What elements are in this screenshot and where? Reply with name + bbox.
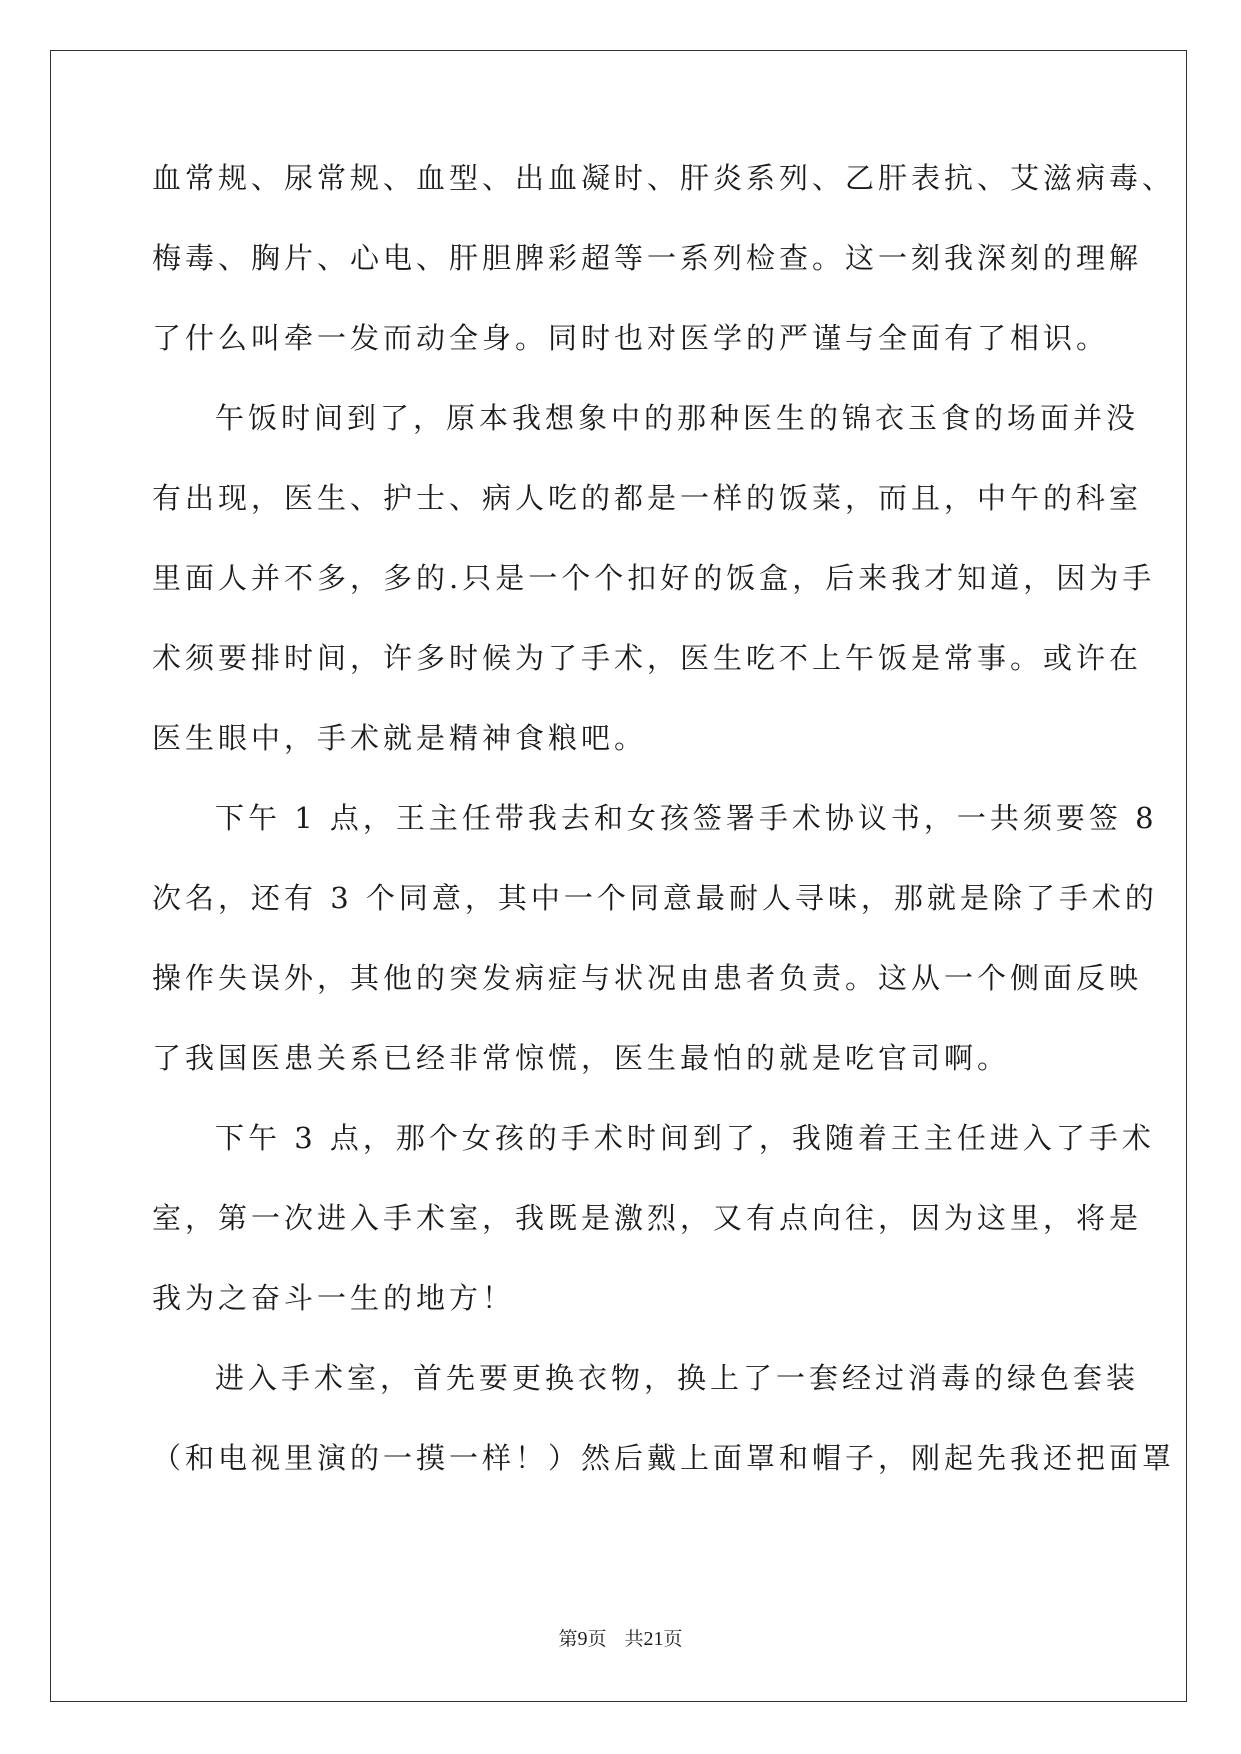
page-number: 9 bbox=[577, 1628, 588, 1650]
text-line: 我为之奋斗一生的地方！ bbox=[152, 1281, 516, 1315]
paragraph-first-line: 进入手术室，首先要更换衣物，换上了一套经过消毒的绿色套装 bbox=[215, 1361, 1140, 1395]
total-prefix: 共 bbox=[624, 1628, 644, 1650]
page-footer bbox=[0, 1627, 1241, 1651]
paragraph-first-line: 下午 3 点，那个女孩的手术时间到了，我随着王主任进入了手术 bbox=[215, 1121, 1155, 1155]
text-line: 室，第一次进入手术室，我既是激烈，又有点向往，因为这里，将是 bbox=[152, 1201, 1143, 1235]
total-pages: 21 bbox=[643, 1628, 664, 1650]
paragraph-first-line: 午饭时间到了，原本我想象中的那种医生的锦衣玉食的场面并没 bbox=[215, 401, 1140, 435]
total-suffix: 页 bbox=[663, 1628, 683, 1650]
text-line: 操作失误外，其他的突发病症与状况由患者负责。这从一个侧面反映 bbox=[152, 961, 1143, 995]
text-line: （和电视里演的一摸一样！）然后戴上面罩和帽子，刚起先我还把面罩 bbox=[152, 1441, 1176, 1475]
text-line: 梅毒、胸片、心电、肝胆脾彩超等一系列检查。这一刻我深刻的理解 bbox=[152, 241, 1143, 275]
document-body bbox=[152, 158, 1176, 1518]
text-line: 血常规、尿常规、血型、出血凝时、肝炎系列、乙肝表抗、艾滋病毒、 bbox=[152, 161, 1176, 195]
text-line: 里面人并不多，多的.只是一个个扣好的饭盒，后来我才知道，因为手 bbox=[152, 561, 1156, 595]
text-line: 次名，还有 3 个同意，其中一个同意最耐人寻味，那就是除了手术的 bbox=[152, 881, 1158, 915]
text-line: 有出现，医生、护士、病人吃的都是一样的饭菜，而且，中午的科室 bbox=[152, 481, 1143, 515]
page-suffix: 页 bbox=[587, 1628, 607, 1650]
text-line: 医生眼中，手术就是精神食粮吧。 bbox=[152, 721, 648, 755]
text-line: 了什么叫牵一发而动全身。同时也对医学的严谨与全面有了相识。 bbox=[152, 321, 1110, 355]
text-line: 术须要排时间，许多时候为了手术，医生吃不上午饭是常事。或许在 bbox=[152, 641, 1143, 675]
paragraph-first-line: 下午 1 点，王主任带我去和女孩签署手术协议书，一共须要签 8 bbox=[215, 801, 1158, 835]
text-line: 了我国医患关系已经非常惊慌，医生最怕的就是吃官司啊。 bbox=[152, 1041, 1011, 1075]
page-prefix: 第 bbox=[558, 1628, 578, 1650]
